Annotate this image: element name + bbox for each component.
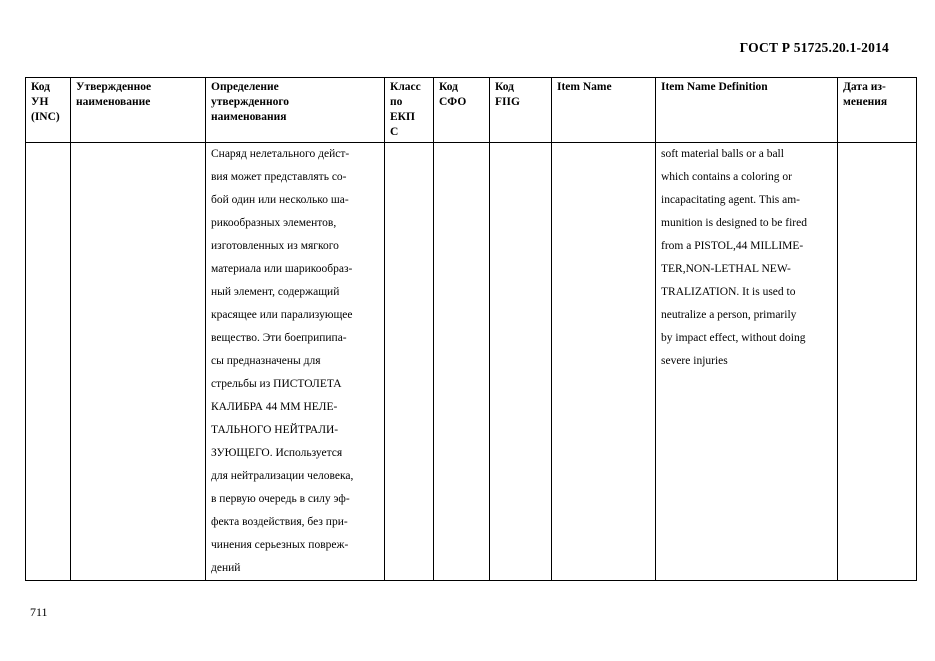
text-line: from a PISTOL,44 MILLIME- <box>661 240 804 252</box>
cell-fiig-code <box>490 143 552 581</box>
cell-sfo-code <box>434 143 490 581</box>
text-line: в первую очередь в силу эф- <box>211 493 350 505</box>
text-line: Утвержденное <box>76 81 152 93</box>
header-item-name <box>552 78 656 143</box>
text-line: FIIG <box>495 96 520 108</box>
text-line: ЗУЮЩЕГО. Используется <box>211 447 343 459</box>
text-line: по <box>390 96 403 108</box>
text-line: ЕКП <box>390 111 415 123</box>
header-change-date <box>838 78 917 143</box>
text-line: утвержденного <box>211 96 290 108</box>
cell-definition <box>206 143 385 581</box>
text-line: изготовленных из мягкого <box>211 240 339 252</box>
text-line: вия может представлять со- <box>211 171 347 183</box>
text-line: Код <box>439 81 459 93</box>
text-line: вещество. Эти боеприпипа- <box>211 332 347 344</box>
table-row <box>26 143 917 581</box>
text-line: ТАЛЬНОГО НЕЙТРАЛИ- <box>211 424 339 436</box>
text-line: дений <box>211 562 241 574</box>
text-line: incapacitating agent. This am- <box>661 194 801 206</box>
text-line: стрельбы из ПИСТОЛЕТА <box>211 378 342 390</box>
text-line: TER,NON-LETHAL NEW- <box>661 263 791 275</box>
text-line: УН <box>31 96 49 108</box>
text-line: TRALIZATION. It is used to <box>661 286 796 298</box>
text-line: Item Name Definition <box>661 81 768 93</box>
page-number: 711 <box>30 605 48 619</box>
header-definition <box>206 78 385 143</box>
text-line: munition is designed to be fired <box>661 217 807 229</box>
text-line: Определение <box>211 81 279 93</box>
cell-ekps-class <box>385 143 434 581</box>
text-line: бой один или несколько ша- <box>211 194 349 206</box>
text-line: С <box>390 126 399 138</box>
text-line: Item Name <box>557 81 612 93</box>
text-line: наименование <box>76 96 151 108</box>
cell-item-name-definition <box>656 143 838 581</box>
text-line: by impact effect, without doing <box>661 332 806 344</box>
header-inc <box>26 78 71 143</box>
text-line: материала или шарикообраз- <box>211 263 353 275</box>
text-line: сы предназначены для <box>211 355 321 367</box>
text-line: Код <box>495 81 515 93</box>
text-line: менения <box>843 96 888 108</box>
text-line: severe injuries <box>661 355 728 367</box>
cell-inc <box>26 143 71 581</box>
text-line: рикообразных элементов, <box>211 217 337 229</box>
header-approved-name <box>71 78 206 143</box>
text-line: наименования <box>211 111 287 123</box>
catalog-table <box>25 77 917 581</box>
text-line: Код <box>31 81 51 93</box>
text-line: для нейтрализации человека, <box>211 470 354 482</box>
document-standard-number: ГОСТ Р 51725.20.1-2014 <box>739 40 889 55</box>
text-line: which contains a coloring or <box>661 171 792 183</box>
text-line: ный элемент, содержащий <box>211 286 340 298</box>
cell-item-name <box>552 143 656 581</box>
cell-change-date <box>838 143 917 581</box>
table-header-row <box>26 78 917 143</box>
text-line: Снаряд нелетального дейст- <box>211 148 350 160</box>
text-line: КАЛИБРА 44 ММ НЕЛЕ- <box>211 401 338 413</box>
text-line: neutralize a person, primarily <box>661 309 797 321</box>
text-line: soft material balls or a ball <box>661 148 784 160</box>
header-sfo-code <box>434 78 490 143</box>
text-line: Класс <box>390 81 421 93</box>
text-line: красящее или парализующее <box>211 309 353 321</box>
text-line: (INC) <box>31 111 60 123</box>
header-ekps-class <box>385 78 434 143</box>
text-line: фекта воздействия, без при- <box>211 516 348 528</box>
text-line: СФО <box>439 96 467 108</box>
cell-approved-name <box>71 143 206 581</box>
text-line: Дата из- <box>843 81 886 93</box>
text-line: чинения серьезных повреж- <box>211 539 349 551</box>
header-fiig-code <box>490 78 552 143</box>
header-item-name-definition <box>656 78 838 143</box>
